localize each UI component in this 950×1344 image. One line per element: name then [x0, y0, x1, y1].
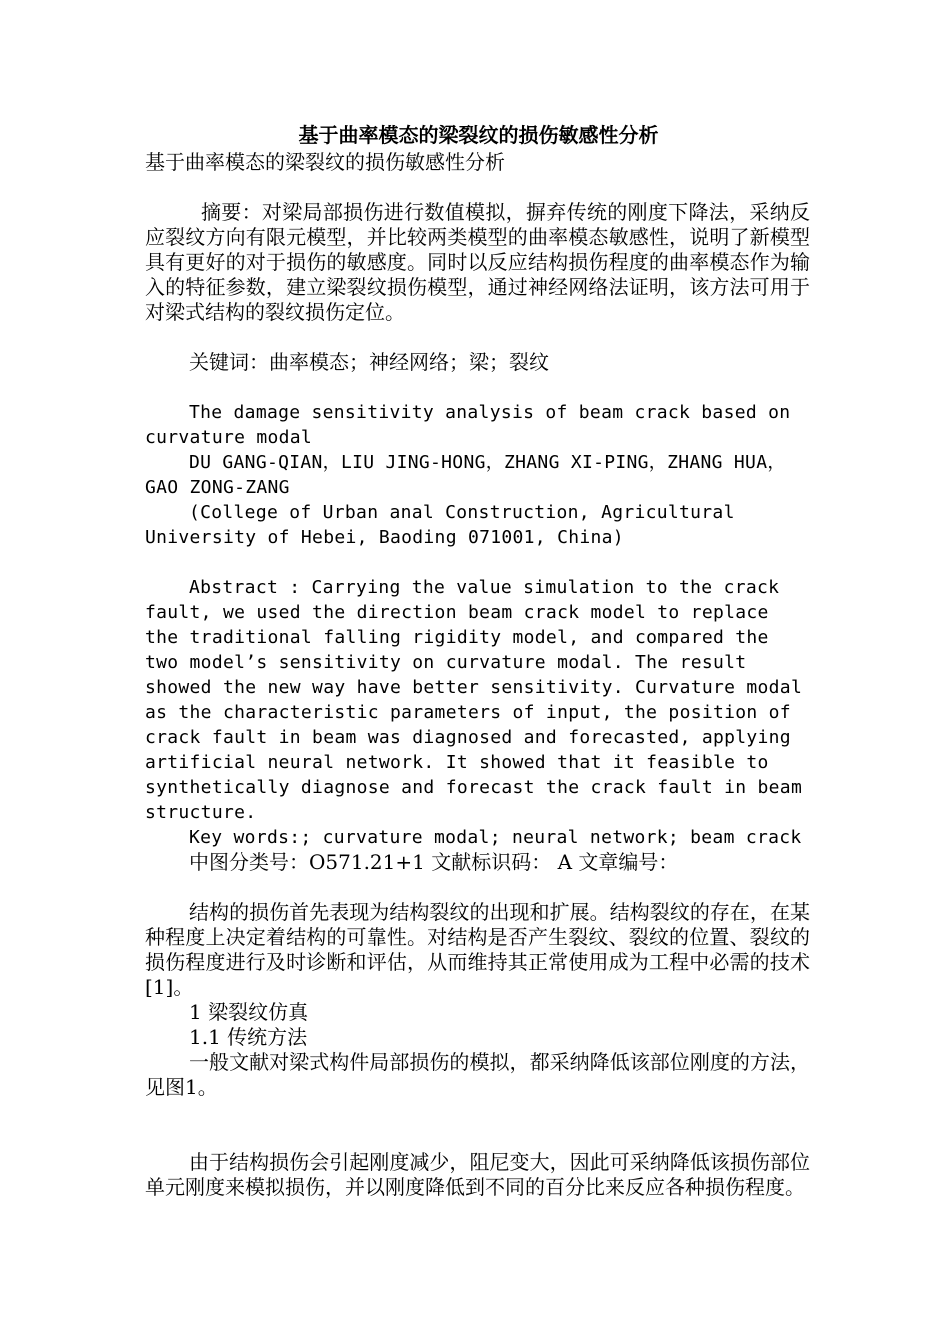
- document-title: 基于曲率模态的梁裂纹的损伤敏感性分析: [298, 123, 659, 147]
- paragraph-2: 由于结构损伤会引起刚度减少，阻尼变大，因此可采纳降低该损伤部位单元刚度来模拟损伤，并以刚度降低到不同的百分比来反应各种损伤程度。: [145, 1150, 810, 1199]
- abstract-cn: 摘要：对梁局部损伤进行数值模拟，摒弃传统的刚度下降法，采纳反应裂纹方向有限元模型，并比较两类模型的曲率模态敏感性，说明了新模型具有更好的对于损伤的敏感度。同时以反应结构损伤程度的曲率模态作为输入的特征参数，建立梁裂纹损伤模型，通过神经网络法证明，该方法可用于对梁式结构的裂纹损伤定位。: [145, 200, 810, 324]
- section-heading-1: 1 梁裂纹仿真: [189, 1000, 309, 1024]
- abstract-en: Abstract : Carrying the value simulation to the crack fault, we used the direction beam crack model to replace the traditional falling rigidity model, and compared the two model’s sensitivity on curvature modal. The result showed the new way have better sensitivity. Curvature modal as the characteristic parameters of input, the position of crack fault in beam was diagnosed and forecasted, applying artificial neural network. It showed that it feasible to synthetically diagnose and forecast the crack fault in beam structure.: [145, 577, 803, 823]
- document-subtitle: 基于曲率模态的梁裂纹的损伤敏感性分析: [145, 150, 505, 174]
- classification-line: 中图分类号：O571.21+1 文献标识码： A 文章编号：: [189, 850, 679, 874]
- authors-en: DU GANG-QIAN，LIU JING-HONG，ZHANG XI-PING，ZHANG HUA，GAO ZONG-ZANG: [145, 452, 786, 498]
- keywords-en: Key words:; curvature modal; neural network; beam crack: [189, 827, 802, 848]
- affiliation-en: (College of Urban anal Construction, Agricultural University of Hebei, Baoding 071001, China): [145, 502, 735, 548]
- title-en: The damage sensitivity analysis of beam crack based on curvature modal: [145, 402, 791, 448]
- intro-paragraph: 结构的损伤首先表现为结构裂纹的出现和扩展。结构裂纹的存在，在某种程度上决定着结构的可靠性。对结构是否产生裂纹、裂纹的位置、裂纹的损伤程度进行及时诊断和评估，从而维持其正常使用成为工程中必需的技术[1]。: [145, 900, 810, 999]
- section-heading-1-1: 1.1 传统方法: [189, 1025, 308, 1049]
- keywords-cn: 关键词：曲率模态；神经网络；梁；裂纹: [189, 350, 549, 374]
- document-page: [145, 120, 810, 1200]
- paragraph-1: 一般文献对梁式构件局部损伤的模拟，都采纳降低该部位刚度的方法，见图1。: [145, 1050, 810, 1099]
